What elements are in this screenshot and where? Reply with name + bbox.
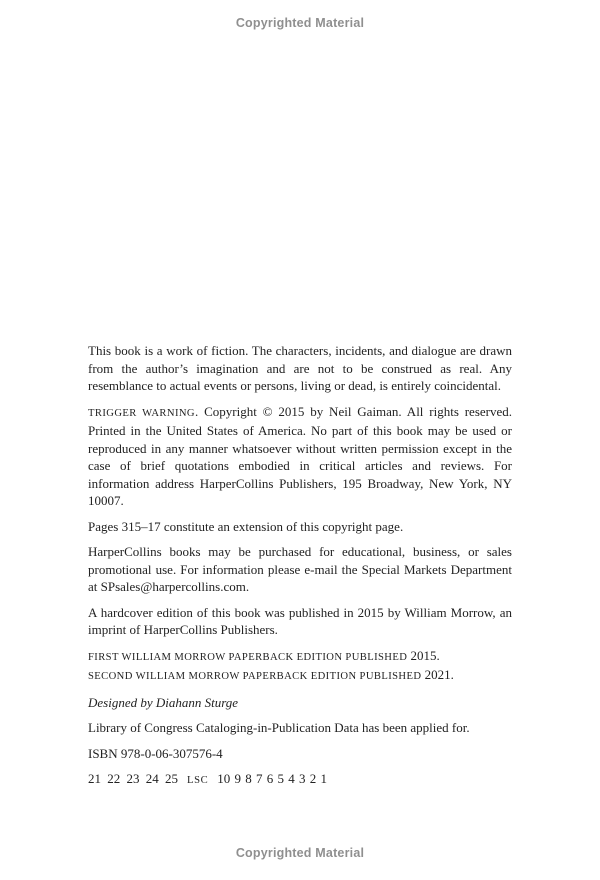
hardcover-edition-note: A hardcover edition of this book was published in 2015 by William Morrow, an imprint of HarperCollins Publishers. <box>88 604 512 637</box>
copyrighted-material-watermark-bottom: Copyrighted Material <box>235 846 365 860</box>
isbn-line: ISBN 978-0-06-307576-4 <box>88 745 223 761</box>
first-edition-year: 2015. <box>410 647 440 663</box>
designer-credit: Designed by Diahann Sturge <box>88 694 239 710</box>
copyright-notice-text: . Copyright © 2015 by Neil Gaiman. All rights reserved. Printed in the United States of America. No part of this book may be used or reproduced in any manner whatsoever without written permission except in the case of brief quotations embodied in critical articles and reviews. For information address HarperCollins Publishers, 195 Broadway, New York, NY 10007. <box>88 403 512 508</box>
copyrighted-material-watermark-top: Copyrighted Material <box>235 16 365 30</box>
copyright-notice <box>88 403 512 510</box>
fiction-disclaimer: This book is a work of fiction. The characters, incidents, and dialogue are drawn from the author’s imagination and are not to be construed as real. Any resemblance to actual events or persons, living or dead, is entirely coincidental. <box>88 343 512 393</box>
edition-history <box>88 647 512 686</box>
copyright-extension-note: Pages 315–17 constitute an extension of this copyright page. <box>88 518 404 534</box>
second-paperback-edition-line <box>88 667 454 682</box>
printers-key-years: 21 22 23 24 25 <box>88 771 178 786</box>
first-edition-smallcaps: FIRST WILLIAM MORROW PAPERBACK EDITION PUBLISHED <box>88 651 408 663</box>
book-title-smallcaps: TRIGGER WARNING <box>88 407 195 419</box>
first-paperback-edition-line <box>88 648 440 663</box>
second-edition-smallcaps: SECOND WILLIAM MORROW PAPERBACK EDITION PUBLISHED <box>88 671 422 682</box>
special-markets-note: HarperCollins books may be purchased for educational, business, or sales promotional use. For information please e-mail the Special Markets Department at SPsales@harpercollins.com. <box>88 544 512 594</box>
printers-key-printer-code: LSC <box>187 775 209 786</box>
printers-key-printing-numbers: 10 9 8 7 6 5 4 3 2 1 <box>217 771 327 786</box>
second-edition-year: 2021. <box>424 667 454 682</box>
printers-key <box>88 770 512 790</box>
copyright-text-block <box>88 342 512 798</box>
loc-cataloging-note: Library of Congress Cataloging-in-Publication Data has been applied for. <box>88 720 470 735</box>
